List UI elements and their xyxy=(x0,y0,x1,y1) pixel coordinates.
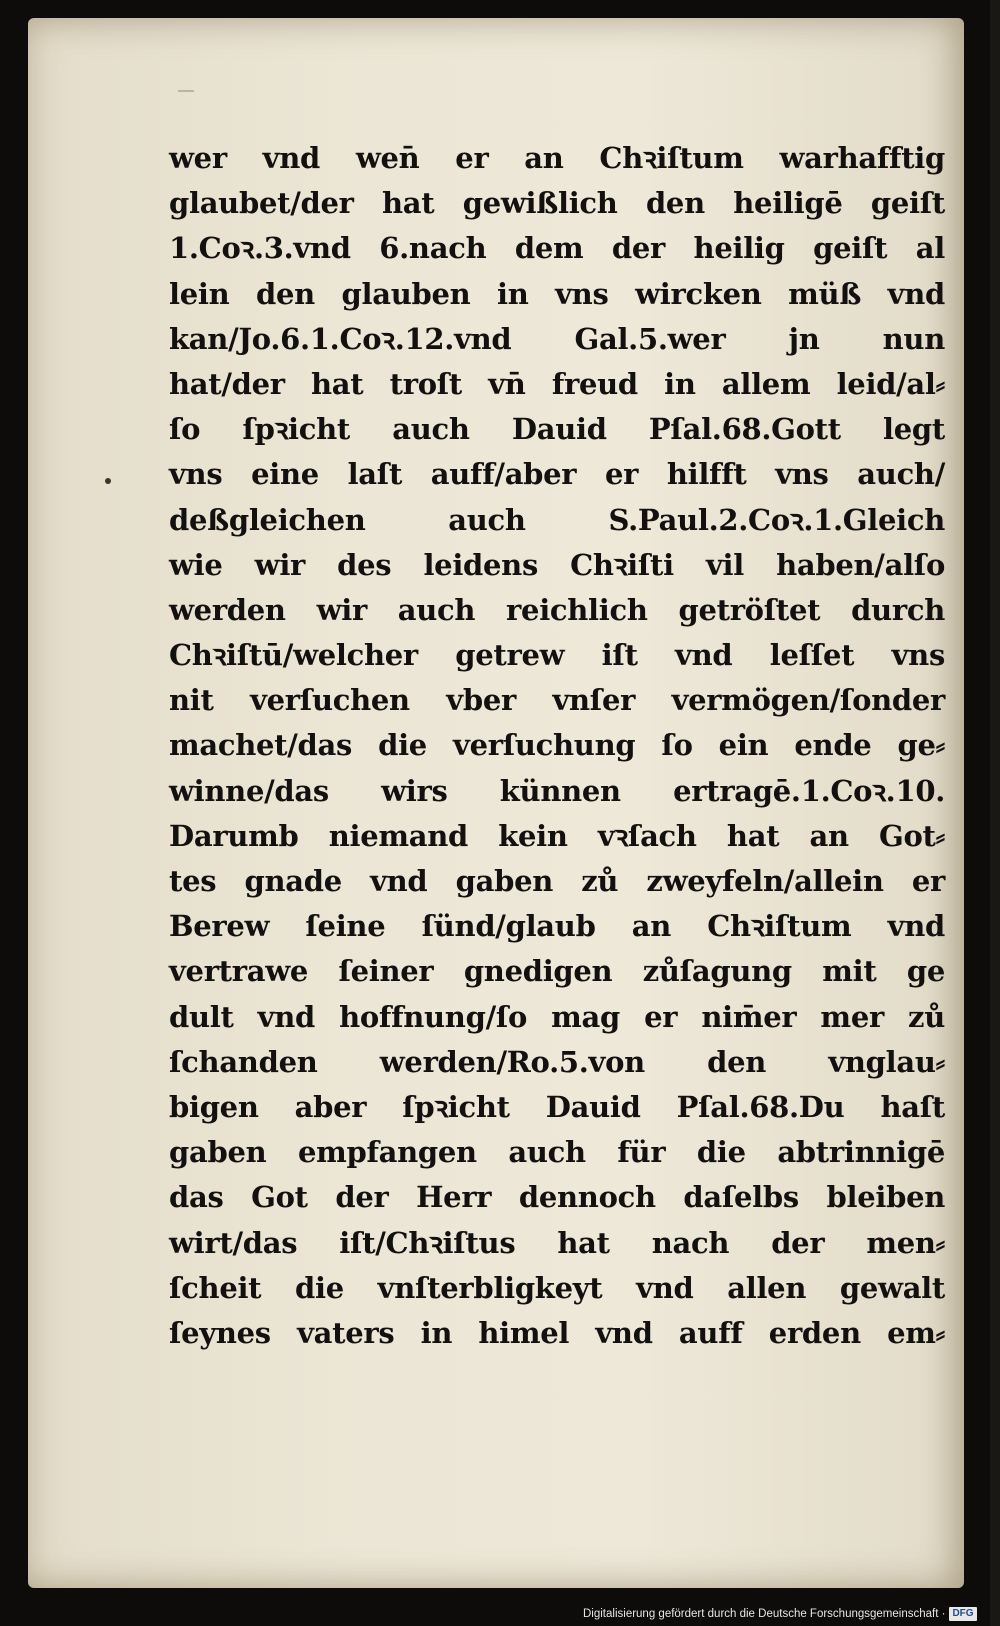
text-line: Chꝛiſtū/welcher getrew iſt vnd leſſet vns xyxy=(169,638,945,673)
text-line: Berew ſeine ſünd/glaub an Chꝛiſtum vnd xyxy=(169,909,945,944)
text-line: ſchanden werden/Ro.5.von den vnglau⸗ xyxy=(169,1044,945,1079)
text-line: 1.Coꝛ.3.vnd 6.nach dem der heilig geiſt al xyxy=(169,231,945,266)
text-line: werden wir auch reichlich getröſtet durch xyxy=(169,592,945,627)
text-line: ſo ſpꝛicht auch Dauid Pſal.68.Gott legt xyxy=(169,412,945,447)
text-line: hat/der hat troſt vn̄ freud in allem leid/al⸗ xyxy=(169,366,945,401)
dfg-logo: DFG xyxy=(949,1607,976,1621)
text-line: vertrawe ſeiner gnedigen zůſagung mit ge xyxy=(169,954,945,989)
text-line: vns eine laſt auff/aber er hilfft vns auch/ xyxy=(169,457,945,492)
text-line: lein den glauben in vns wircken müß vnd xyxy=(169,276,945,311)
digitization-credit xyxy=(583,1604,977,1624)
text-line: das Got der Herr dennoch daſelbs bleiben xyxy=(169,1180,945,1215)
text-line: wer vnd wen̄ er an Chꝛiſtum warhafftig xyxy=(169,141,945,175)
text-line: dult vnd hoffnung/ſo mag er nim̄er mer zů xyxy=(169,999,945,1034)
pencil-mark xyxy=(178,90,194,92)
ink-dot xyxy=(105,478,111,484)
text-line: kan/Jo.6.1.Coꝛ.12.vnd Gal.5.wer jn nun xyxy=(169,321,945,356)
text-line: winne/das wirs künnen ertragē.1.Coꝛ.10. xyxy=(169,773,945,808)
text-line: machet/das die verſuchung ſo ein ende ge⸗ xyxy=(169,728,945,763)
text-line: tes gnade vnd gaben zů zweyfeln/allein er xyxy=(169,864,945,898)
text-line: ſeynes vaters in himel vnd auff erden em⸗ xyxy=(169,1315,945,1350)
credit-text: Digitalisierung gefördert durch die Deutsche Forschungsgemeinschaft · xyxy=(583,1608,946,1620)
text-line: Darumb niemand kein vꝛſach hat an Got⸗ xyxy=(169,818,945,853)
text-line: ſcheit die vnſterbligkeyt vnd allen gewalt xyxy=(169,1270,945,1305)
text-line: wie wir des leidens Chꝛiſti vil haben/alſo xyxy=(169,547,945,582)
text-block xyxy=(169,136,945,1356)
text-line: gaben empfangen auch für die abtrinnigē xyxy=(169,1135,945,1170)
text-line: wirt/das iſt/Chꝛiſtus hat nach der men⸗ xyxy=(169,1225,945,1260)
scan-edge xyxy=(990,0,1000,1626)
text-line: nit verſuchen vber vnſer vermögen/ſonder xyxy=(169,683,945,718)
text-line: deßgleichen auch S.Paul.2.Coꝛ.1.Gleich xyxy=(169,502,945,537)
book-page xyxy=(28,18,964,1588)
text-line: glaubet/der hat gewißlich den heiligē geiſt xyxy=(169,186,945,221)
text-line: bigen aber ſpꝛicht Dauid Pſal.68.Du haſt xyxy=(169,1089,945,1124)
